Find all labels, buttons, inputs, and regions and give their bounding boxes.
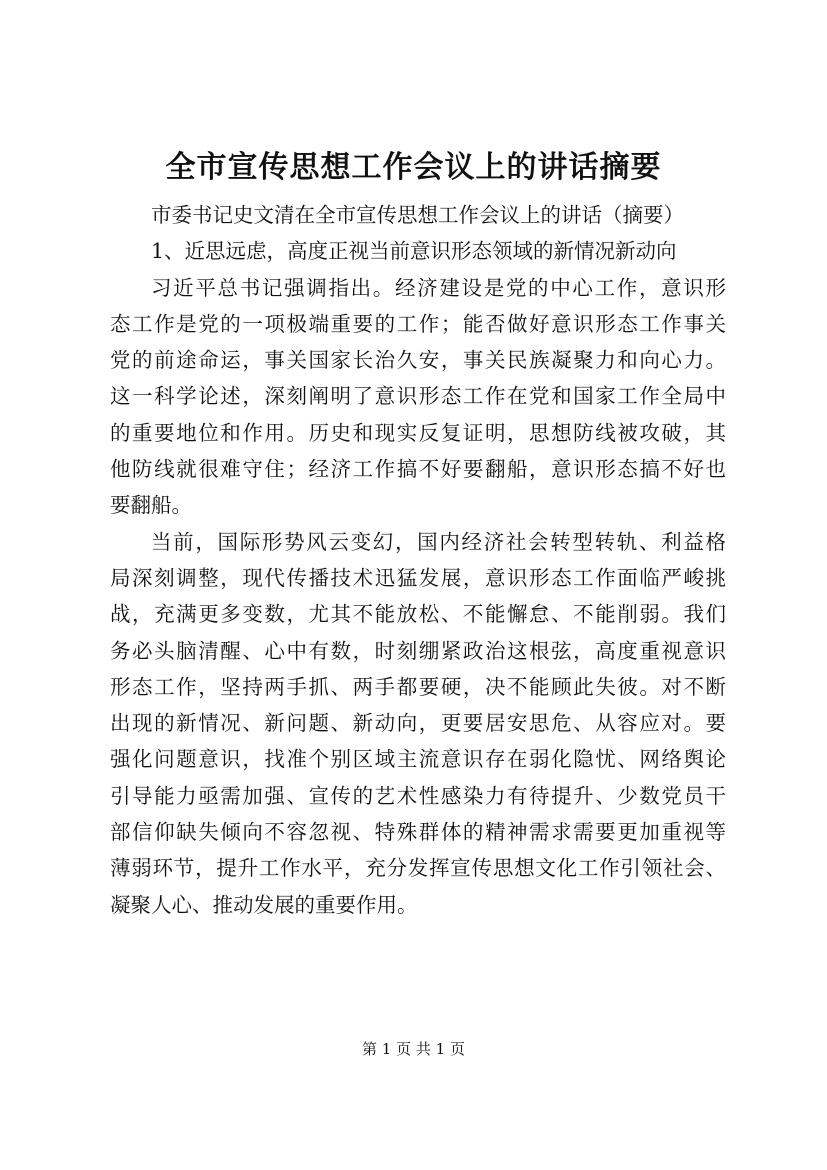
paragraph-line: 态工作是党的一项极端重要的工作；能否做好意识形态工作事关 [110,311,726,336]
paragraph-line: 务必头脑清醒、心中有数，时刻绷紧政治这根弦，高度重视意识 [110,638,726,663]
page-footer: 第 1 页 共 1 页 [362,1040,465,1058]
paragraph-line: 习近平总书记强调指出。经济建设是党的中心工作，意识形 [151,275,726,300]
paragraph-line: 这一科学论述，深刻阐明了意识形态工作在党和国家工作全局中 [110,384,726,409]
paragraph-line: 他防线就很难守住；经济工作搞不好要翻船，意识形态搞不好也 [110,457,726,482]
paragraph-line: 当前，国际形势风云变幻，国内经济社会转型转轨、利益格 [151,529,726,554]
paragraph-line: 部信仰缺失倾向不容忽视、特殊群体的精神需求需要更加重视等 [110,820,726,845]
subtitle-line: 市委书记史文清在全市宣传思想工作会议上的讲话（摘要） [151,203,684,227]
paragraph-line: 引导能力亟需加强、宣传的艺术性感染力有待提升、少数党员干 [110,783,726,808]
paragraph-line: 要翻船。 [110,493,192,518]
paragraph-line: 出现的新情况、新问题、新动向，更要居安思危、从容应对。要 [110,711,726,736]
paragraph-line: 薄弱环节，提升工作水平，充分发挥宣传思想文化工作引领社会、 [110,856,726,881]
paragraph-2 [110,524,726,923]
paragraph-line: 战，充满更多变数，尤其不能放松、不能懈怠、不能削弱。我们 [110,602,726,627]
document-body [110,197,726,923]
paragraph-line: 局深刻调整，现代传播技术迅猛发展，意识形态工作面临严峻挑 [110,565,726,590]
paragraph-line: 党的前途命运，事关国家长治久安，事关民族凝聚力和向心力。 [110,348,726,373]
paragraph-line: 强化问题意识，找准个别区域主流意识存在弱化隐忧、网络舆论 [110,747,726,772]
document-title: 全市宣传思想工作会议上的讲话摘要 [165,150,662,185]
paragraph-line: 的重要地位和作用。历史和现实反复证明，思想防线被攻破，其 [110,420,726,445]
paragraph-1 [110,270,726,524]
paragraph-line: 形态工作，坚持两手抓、两手都要硬，决不能顾此失彼。对不断 [110,674,726,699]
section-heading: 1、近思远虑，高度正视当前意识形态领域的新情况新动向 [151,239,677,264]
paragraph-line: 凝聚人心、推动发展的重要作用。 [110,892,418,917]
